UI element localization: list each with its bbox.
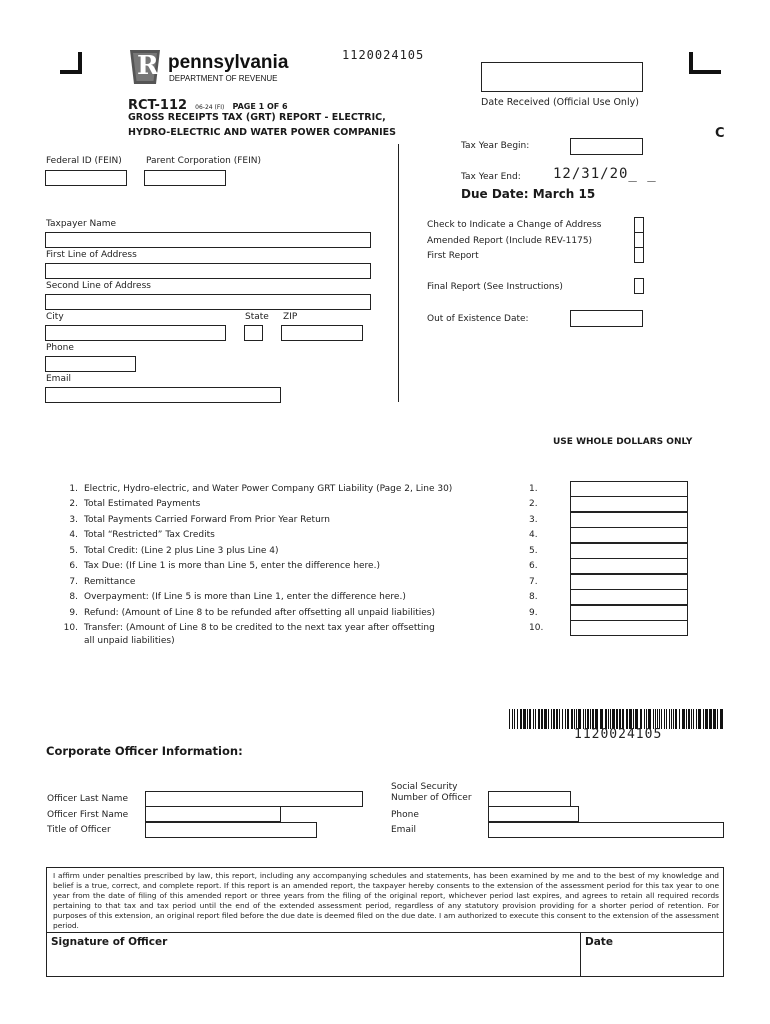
officer-email-label: Email: [391, 825, 416, 835]
zip-label: ZIP: [283, 312, 298, 322]
amended-report-checkbox[interactable]: [634, 232, 644, 248]
line-4-description: 4. Total “Restricted” Tax Credits: [69, 530, 215, 540]
page-label: PAGE 1 OF 6: [232, 102, 288, 111]
date-label: Date: [585, 936, 613, 948]
line-3-number: 3.: [529, 515, 538, 525]
tax-year-end-label: Tax Year End:: [461, 172, 521, 182]
date-field[interactable]: [583, 950, 721, 974]
scan-number-bottom: 1120024105: [574, 727, 663, 742]
affirmation-text: I affirm under penalties prescribed by law, this report, including any accompanying schedules and statements, has been examined by me and to the best of my knowledge and belief is a true, correct, and complete report. If this report is an amended report, the taxpayer hereby consents to the extension of the assessment period for this tax year to one year from the date of filing of this amended report or three years from the filing of the original report, whichever period last expires, and agrees to retain all required records pertaining to that tax and tax period until the end of the extended assessment period, regardless of any statutory provision providing for a shorter period of retention. For purposes of this extension, an original report filed before the due date is deemed filed on the due date. I am authorized to execute this consent to the extension of the assessment period.: [53, 871, 719, 930]
officer-last-name-label: Officer Last Name: [47, 794, 128, 804]
line-1-description: 1. Electric, Hydro-electric, and Water Power Company GRT Liability (Page 2, Line 30): [69, 484, 453, 494]
officer-phone-field[interactable]: [488, 806, 579, 822]
whole-dollars-note: USE WHOLE DOLLARS ONLY: [553, 437, 693, 447]
line-2-field[interactable]: [570, 496, 688, 512]
zip-field[interactable]: [281, 325, 363, 341]
vertical-divider: [398, 144, 399, 402]
email-field[interactable]: [45, 387, 281, 403]
tax-year-end-value: 12/31/20_ _: [553, 166, 657, 182]
officer-ssn-label-2: Number of Officer: [391, 793, 472, 803]
officer-title-field[interactable]: [145, 822, 317, 838]
side-letter: C: [715, 126, 725, 141]
address2-label: Second Line of Address: [46, 281, 151, 291]
logo-name: pennsylvania: [168, 52, 289, 73]
line-10-number: 10.: [529, 623, 544, 633]
line-4-number: 4.: [529, 530, 538, 540]
line-7-description: 7. Remittance: [69, 577, 136, 587]
city-field[interactable]: [45, 325, 226, 341]
line-7-field[interactable]: [570, 574, 688, 590]
line-10-field[interactable]: [570, 620, 688, 636]
pa-revenue-logo: [128, 48, 298, 88]
officer-email-field[interactable]: [488, 822, 724, 838]
line-5-description: 5. Total Credit: (Line 2 plus Line 3 plus Line 4): [69, 546, 279, 556]
date-received-box[interactable]: [481, 62, 643, 92]
address2-field[interactable]: [45, 294, 371, 310]
barcode-icon: [509, 709, 726, 729]
out-of-existence-field[interactable]: [570, 310, 643, 327]
line-5-number: 5.: [529, 546, 538, 556]
officer-phone-label: Phone: [391, 810, 419, 820]
barcode: [509, 709, 726, 729]
tax-year-begin-label: Tax Year Begin:: [461, 141, 530, 151]
parent-corp-field[interactable]: [144, 170, 226, 186]
logo-department: DEPARTMENT OF REVENUE: [169, 74, 278, 83]
phone-label: Phone: [46, 343, 74, 353]
line-3-description: 3. Total Payments Carried Forward From Prior Year Return: [69, 515, 331, 525]
form-id: RCT-112: [128, 98, 188, 113]
officer-ssn-field[interactable]: [488, 791, 571, 807]
line-10-description-cont: all unpaid liabilities): [84, 636, 175, 646]
state-field[interactable]: [244, 325, 263, 341]
line-6-description: 6. Tax Due: (If Line 1 is more than Line 5, enter the difference here.): [69, 561, 380, 571]
officer-last-name-field[interactable]: [145, 791, 363, 807]
out-of-existence-label: Out of Existence Date:: [427, 314, 529, 324]
taxpayer-name-label: Taxpayer Name: [46, 219, 117, 229]
line-9-description: 9. Refund: (Amount of Line 8 to be refunded after offsetting all unpaid liabilities): [69, 608, 435, 618]
officer-first-name-label: Officer First Name: [47, 810, 129, 820]
line-2-description: 2. Total Estimated Payments: [69, 499, 201, 509]
form-id-line: [128, 94, 288, 113]
corner-mark-top-left: [60, 52, 82, 74]
address1-label: First Line of Address: [46, 250, 137, 260]
address1-field[interactable]: [45, 263, 371, 279]
line-2-number: 2.: [529, 499, 538, 509]
line-4-field[interactable]: [570, 527, 688, 543]
state-label: State: [245, 312, 269, 322]
change-address-checkbox[interactable]: [634, 217, 644, 233]
amended-report-label: Amended Report (Include REV-1175): [427, 236, 593, 246]
final-report-checkbox[interactable]: [634, 278, 644, 294]
taxpayer-name-field[interactable]: [45, 232, 371, 248]
line-9-number: 9.: [529, 608, 538, 618]
first-report-checkbox[interactable]: [634, 247, 644, 263]
signature-label: Signature of Officer: [51, 936, 168, 948]
affirmation-block: [46, 867, 724, 977]
line-8-description: 8. Overpayment: (If Line 5 is more than Line 1, enter the difference here.): [69, 592, 406, 602]
scan-number-top: 1120024105: [342, 48, 425, 62]
federal-id-label: Federal ID (FEIN): [46, 156, 122, 166]
line-6-number: 6.: [529, 561, 538, 571]
line-7-number: 7.: [529, 577, 538, 587]
federal-id-field[interactable]: [45, 170, 127, 186]
line-3-field[interactable]: [570, 512, 688, 528]
corner-mark-top-right: [689, 52, 721, 74]
officer-first-name-field[interactable]: [145, 806, 281, 822]
signature-field[interactable]: [49, 950, 577, 974]
form-title-line-1: GROSS RECEIPTS TAX (GRT) REPORT - ELECTRIC,: [128, 112, 386, 123]
email-label: Email: [46, 374, 71, 384]
due-date: Due Date: March 15: [461, 187, 596, 201]
city-label: City: [46, 312, 64, 322]
line-5-field[interactable]: [570, 543, 688, 559]
line-8-field[interactable]: [570, 589, 688, 605]
officer-title-label: Title of Officer: [47, 825, 111, 835]
line-10-description: 10. Transfer: (Amount of Line 8 to be credited to the next tax year after offsetting: [63, 623, 435, 633]
tax-year-begin-field[interactable]: [570, 138, 643, 155]
line-9-field[interactable]: [570, 605, 688, 621]
line-6-field[interactable]: [570, 558, 688, 574]
change-address-label: Check to Indicate a Change of Address: [427, 220, 602, 230]
signature-date-divider: [580, 932, 581, 976]
parent-corp-label: Parent Corporation (FEIN): [146, 156, 261, 166]
officer-section-title: Corporate Officer Information:: [46, 744, 243, 758]
form-version: 06-24 (FI): [195, 104, 225, 111]
date-received-label: Date Received (Official Use Only): [481, 97, 639, 108]
form-title-line-2: HYDRO-ELECTRIC AND WATER POWER COMPANIES: [128, 127, 396, 138]
line-1-number: 1.: [529, 484, 538, 494]
final-report-label: Final Report (See Instructions): [427, 282, 563, 292]
first-report-label: First Report: [427, 251, 479, 261]
line-1-field[interactable]: [570, 481, 688, 497]
line-8-number: 8.: [529, 592, 538, 602]
logo-letter: R: [137, 51, 159, 81]
officer-ssn-label-1: Social Security: [391, 782, 458, 792]
phone-field[interactable]: [45, 356, 136, 372]
